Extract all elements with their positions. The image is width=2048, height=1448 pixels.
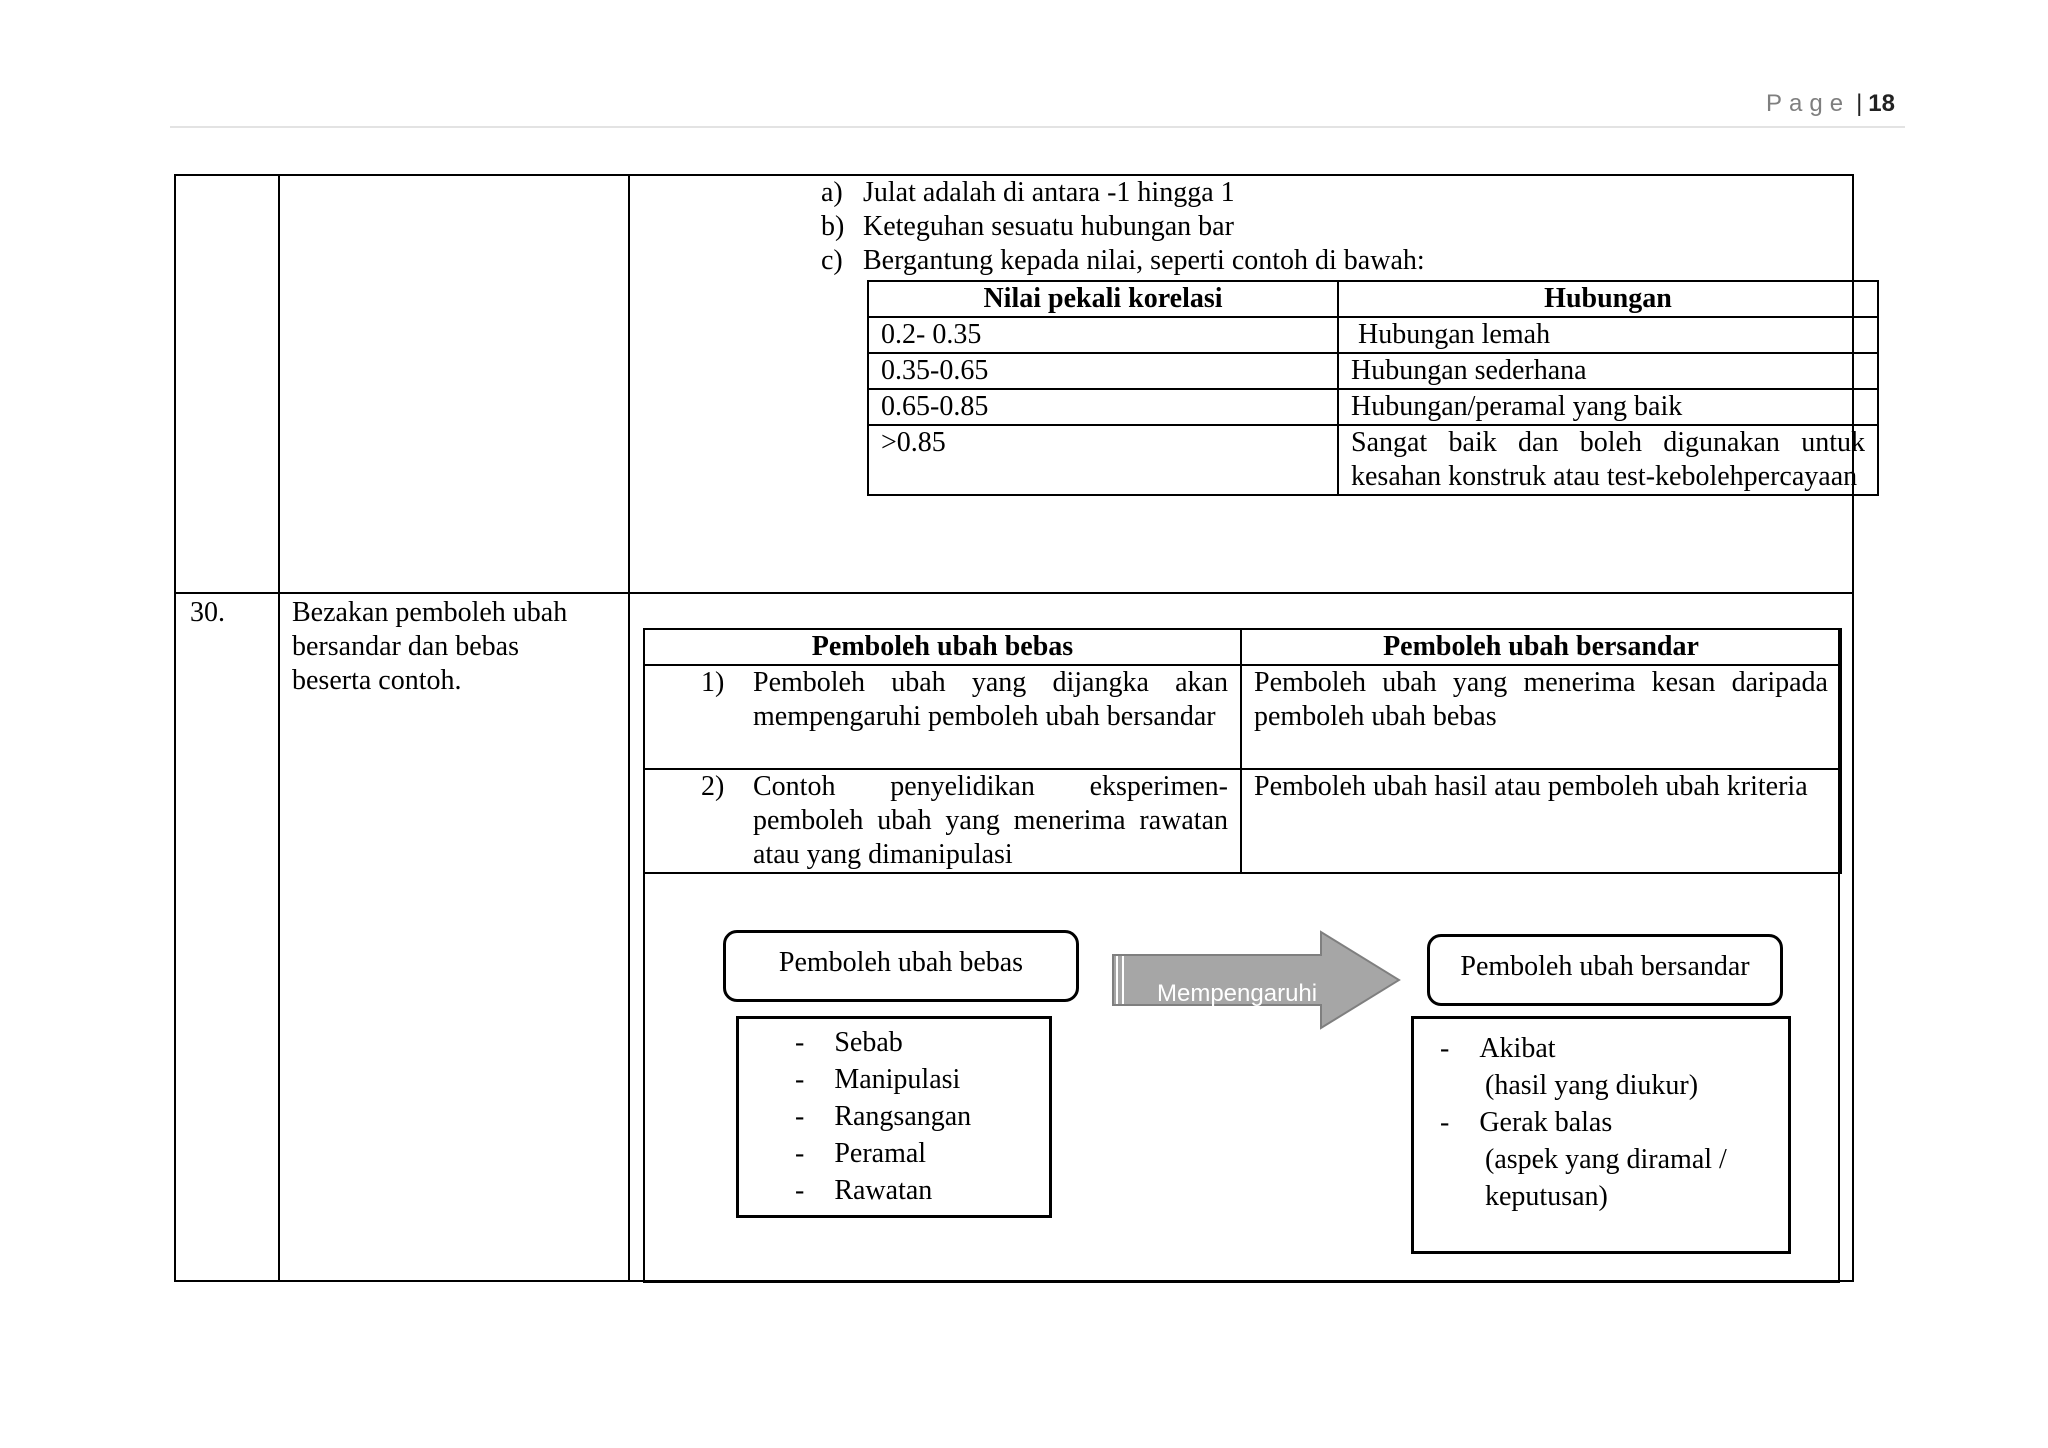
list-item: b) Keteguhan sesuatu hubungan bar [821, 211, 1234, 242]
table-row [868, 317, 1878, 353]
row-marker: 2) [701, 771, 725, 802]
table-cell: Pemboleh ubah yang menerima kesan daripada pemboleh ubah bebas [1241, 665, 1841, 769]
list-item: - Gerak balas [1440, 1107, 1613, 1138]
table-header-row [644, 629, 1841, 665]
table-cell [644, 769, 1241, 873]
page-number-value: 18 [1868, 90, 1895, 117]
table-cell: 0.65-0.85 [868, 389, 1338, 425]
table-row [644, 769, 1841, 873]
table-cell: Hubungan sederhana [1338, 353, 1878, 389]
dependent-items-box [1411, 1016, 1791, 1254]
question-text-line: beserta contoh. [292, 665, 462, 696]
list-item: c) Bergantung kepada nilai, seperti contoh di bawah: [821, 245, 1425, 276]
column-header: Pemboleh ubah bebas [644, 629, 1241, 665]
table-row [868, 389, 1878, 425]
table-cell: >0.85 [868, 425, 1338, 495]
column-header: Hubungan [1338, 281, 1878, 317]
table-cell: 0.2- 0.35 [868, 317, 1338, 353]
list-item: a) Julat adalah di antara -1 hingga 1 [821, 177, 1235, 208]
row-marker: 1) [701, 667, 725, 698]
page-number [1766, 90, 1895, 118]
list-item-sub: (hasil yang diukur) [1485, 1070, 1699, 1101]
list-item: - Rawatan [795, 1175, 933, 1206]
table-cell: Hubungan/peramal yang baik [1338, 389, 1878, 425]
list-item: - Manipulasi [795, 1064, 961, 1095]
independent-items-box [736, 1016, 1052, 1218]
dependent-variable-box [1427, 934, 1783, 1006]
table-cell [644, 665, 1241, 769]
dependent-variable-title: Pemboleh ubah bersandar [1460, 951, 1750, 982]
row-divider [176, 592, 1852, 594]
page-separator: | [1856, 90, 1863, 117]
row-text: Contoh penyelidikan eksperimen-pemboleh ubah yang menerima rawatan atau yang dimanipulasi [753, 771, 1228, 870]
table-cell: 0.35-0.65 [868, 353, 1338, 389]
independent-variable-title: Pemboleh ubah bebas [778, 947, 1024, 978]
column-divider-1 [278, 176, 280, 1280]
list-item-sub: (aspek yang diramal / [1485, 1144, 1727, 1175]
table-row [868, 425, 1878, 495]
list-item-sub: keputusan) [1485, 1181, 1608, 1212]
column-divider-2 [628, 176, 630, 1280]
column-header: Pemboleh ubah bersandar [1241, 629, 1841, 665]
question-text-line: Bezakan pemboleh ubah [292, 597, 568, 628]
table-cell: Hubungan lemah [1338, 317, 1878, 353]
table-cell: Sangat baik dan boleh digunakan untuk kesahan konstruk atau test-kebolehpercayaan [1338, 425, 1878, 495]
question-number: 30. [190, 597, 225, 628]
row-text: Pemboleh ubah yang dijangka akan mempengaruhi pemboleh ubah bersandar [753, 667, 1228, 732]
table-cell: Pemboleh ubah hasil atau pemboleh ubah kriteria [1241, 769, 1841, 873]
list-item: - Sebab [795, 1027, 903, 1058]
table-row [868, 353, 1878, 389]
list-item: - Akibat [1440, 1033, 1556, 1064]
list-item: - Peramal [795, 1138, 927, 1169]
table-row [644, 665, 1841, 769]
question-text-line: bersandar dan bebas [292, 631, 520, 662]
page-word: Page [1766, 90, 1851, 117]
answer-box [643, 628, 1840, 1283]
list-item: - Rangsangan [795, 1101, 972, 1132]
page-header [170, 86, 1905, 128]
column-header: Nilai pekali korelasi [868, 281, 1338, 317]
question-table [174, 174, 1865, 1282]
comparison-table [643, 628, 1842, 874]
independent-variable-box [723, 930, 1079, 1002]
table-header-row [868, 281, 1878, 317]
arrow-label: Mempengaruhi [1157, 980, 1318, 1007]
correlation-table [867, 280, 1879, 496]
